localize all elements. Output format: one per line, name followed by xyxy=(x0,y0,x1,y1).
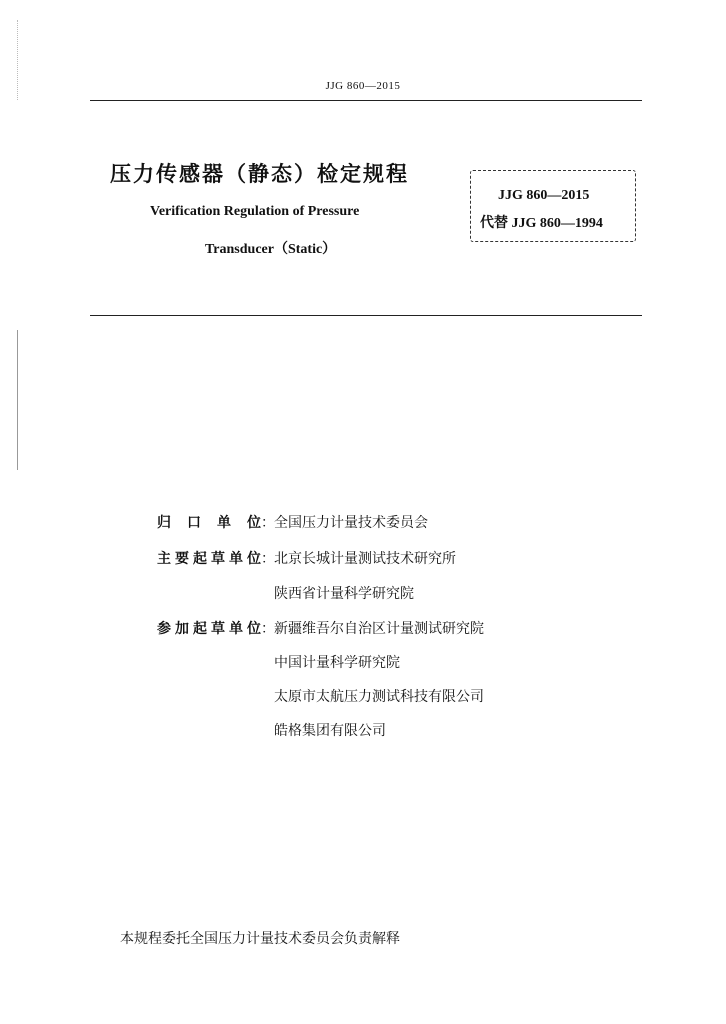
org-main-drafting-2: 陕西省计量科学研究院 xyxy=(274,586,414,602)
org-main-drafting-1: 北京长城计量测试技术研究所 xyxy=(274,551,456,567)
title-rule xyxy=(90,315,642,316)
org-colon: ： xyxy=(261,621,275,637)
title-chinese: 压力传感器（静态）检定规程 xyxy=(110,162,409,186)
org-colon: ： xyxy=(261,551,275,567)
org-participating-1: 新疆维吾尔自治区计量测试研究院 xyxy=(274,621,484,637)
header-rule xyxy=(90,100,642,101)
org-label-participating: 参加起草单位 xyxy=(157,621,261,637)
title-english-line2: Transducer（Static） xyxy=(205,242,337,257)
standard-code: JJG 860—2015 xyxy=(498,188,590,203)
interpretation-note: 本规程委托全国压力计量技术委员会负责解释 xyxy=(120,931,400,947)
org-responsible: 全国压力计量技术委员会 xyxy=(274,515,428,531)
scan-edge-mark xyxy=(17,330,18,470)
org-participating-2: 中国计量科学研究院 xyxy=(274,655,400,671)
org-participating-3: 太原市太航压力测试科技有限公司 xyxy=(274,689,484,705)
replaced-standard-code: 代替 JJG 860—1994 xyxy=(480,216,603,231)
org-participating-4: 皓格集团有限公司 xyxy=(274,723,386,739)
header-standard-code: JJG 860—2015 xyxy=(325,80,401,92)
org-colon: ： xyxy=(261,515,275,531)
org-label-responsible: 归 口 单 位 xyxy=(157,515,261,531)
org-label-main-drafting: 主要起草单位 xyxy=(157,551,261,567)
title-english-line1: Verification Regulation of Pressure xyxy=(150,204,360,219)
